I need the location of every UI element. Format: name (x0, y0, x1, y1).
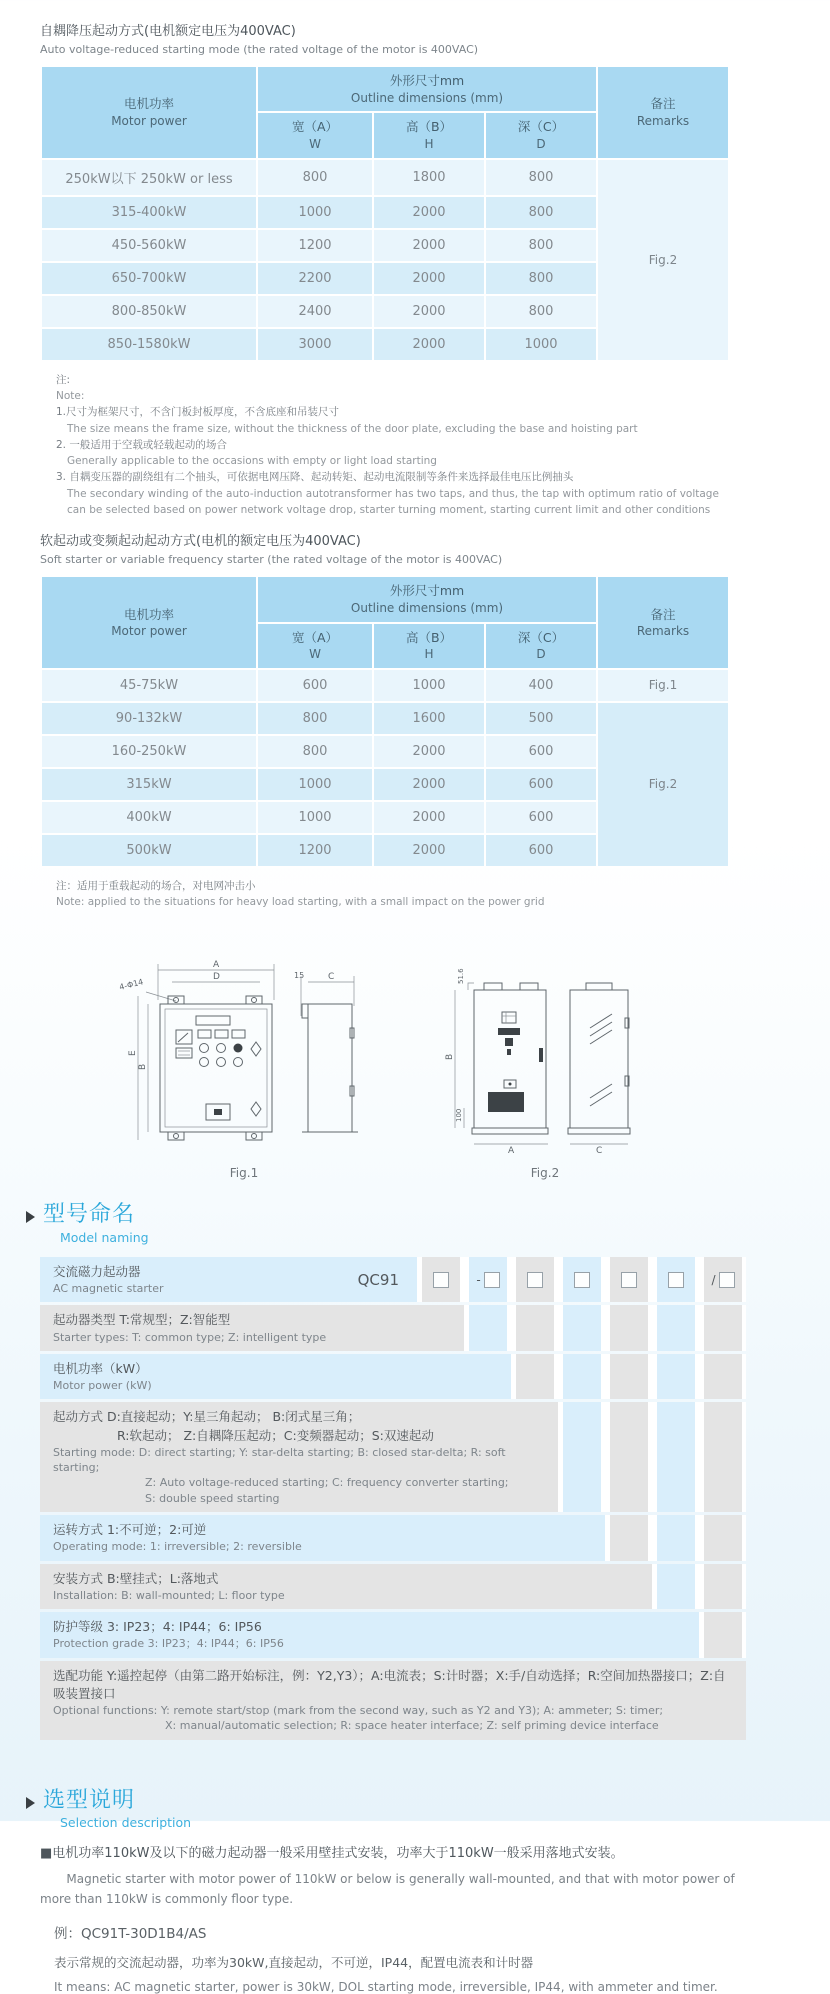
fig1-dim-c: C (328, 972, 335, 983)
soft-table-title-zh: 软起动或变频起动起动方式(电机的额定电压为400VAC) (40, 534, 361, 550)
cell-depth: 600 (485, 735, 597, 768)
figures-row (118, 956, 746, 1180)
code-box (433, 1272, 449, 1288)
figure-1 (118, 956, 370, 1180)
model-naming-row (40, 1354, 746, 1400)
code-box-cell (511, 1257, 558, 1303)
auto-table-title-en: Auto voltage-reduced starting mode (the rated voltage of the motor is 400VAC) (40, 42, 479, 56)
cell-remark: Fig.2 (597, 702, 729, 867)
page (40, 24, 746, 1994)
code-box (621, 1272, 637, 1288)
model-naming-row (40, 1612, 746, 1658)
model-naming-title-zh: 型号命名 (43, 1202, 136, 1228)
cell-depth: 800 (485, 196, 597, 229)
cell-width: 1000 (257, 768, 373, 801)
naming-label: 起动器类型 T:常规型；Z:智能型 Starter types: T: common type; Z: intelligent type (40, 1305, 464, 1351)
fig1-dim-a: A (213, 960, 220, 971)
cell-height: 2000 (373, 801, 485, 834)
cell-depth: 600 (485, 834, 597, 867)
cell-height: 1600 (373, 702, 485, 735)
table-row (41, 159, 729, 196)
table-row (41, 669, 729, 702)
fig1-dim-b: B (138, 1064, 148, 1071)
cell-motor-power: 315-400kW (41, 196, 257, 229)
code-box (668, 1272, 684, 1288)
selection-title-en: Selection description (60, 1815, 192, 1831)
model-naming-row (40, 1564, 746, 1610)
cell-motor-power: 90-132kW (41, 702, 257, 735)
selection-example-desc-en: It means: AC magnetic starter, power is 30kW, DOL starting mode, irreversible, IP44, with ammeter and timer. (54, 1979, 718, 1994)
cell-height: 1000 (373, 669, 485, 702)
naming-label: 选配功能 Y:遥控起停（由第二路开始标注，例：Y2,Y3）；A:电流表；S:计时器；X:手/自动选择；R:空间加热器接口；Z:自吸装置接口 Optional functions: Y: remote start/stop (mark from the second way, such as Y2 and Y3); A: ammeter; S: timer; X: manual/automatic selection; R: space heater interface; Z: self priming device interface (40, 1661, 746, 1740)
model-naming-heading (26, 1202, 746, 1244)
cell-remark: Fig.2 (597, 159, 729, 361)
cell-remark: Fig.1 (597, 669, 729, 702)
fig2-dim-c: C (596, 1146, 603, 1157)
header-outline: 外形尺寸mm Outline dimensions (mm) (257, 66, 597, 112)
code-box (527, 1272, 543, 1288)
note-line: The size means the frame size, without the thickness of the door plate, excluding the base and hoisting part (67, 422, 638, 435)
auto-start-section (40, 24, 746, 518)
model-naming-row (40, 1661, 746, 1740)
cell-motor-power: 850-1580kW (41, 328, 257, 361)
model-naming-row (40, 1515, 746, 1561)
section-bullet-icon (26, 1211, 35, 1223)
model-naming-table (40, 1257, 746, 1740)
fig2-dim-top: 51.6 (457, 968, 465, 985)
code-box (484, 1272, 500, 1288)
header-height: 高（B） H (373, 623, 485, 669)
cell-height: 2000 (373, 768, 485, 801)
auto-dimensions-table (40, 65, 730, 362)
model-prefix: QC91 (357, 1270, 399, 1289)
cell-height: 2000 (373, 229, 485, 262)
cell-width: 2400 (257, 295, 373, 328)
selection-heading (26, 1788, 746, 1830)
header-outline: 外形尺寸mm Outline dimensions (mm) (257, 576, 597, 622)
cell-width: 1000 (257, 801, 373, 834)
fig1-dim-15: 15 (294, 971, 305, 981)
cell-width: 800 (257, 735, 373, 768)
cell-width: 1200 (257, 834, 373, 867)
note-line: The secondary winding of the auto-induction autotransformer has two taps, and thus, the tap with optimum ratio of voltage can be selected based on power network voltage drop, starter turning moment, starting current limit and other conditions (67, 487, 719, 516)
fig2-dim-b: B (445, 1054, 455, 1061)
model-naming-row (40, 1257, 746, 1303)
header-width: 宽（A） W (257, 623, 373, 669)
code-box-cell: - (464, 1257, 511, 1303)
note-line: 3. 自耦变压器的副绕组有二个抽头，可依据电网压降、起动转矩、起动电流限制等条件来选择最佳电压比例抽头 (56, 471, 574, 484)
cell-motor-power: 160-250kW (41, 735, 257, 768)
header-depth: 深（C） D (485, 112, 597, 158)
fig1-holes-label: 4-Φ14 (118, 977, 145, 993)
naming-label: 防护等级 3: IP23；4: IP44；6: IP56 Protection grade 3: IP23；4: IP44；6: IP56 (40, 1612, 699, 1658)
selection-paragraph-zh: ■电机功率110kW及以下的磁力起动器一般采用壁挂式安装，功率大于110kW一般采用落地式安装。 (40, 1846, 624, 1862)
note-line: 2. 一般适用于空载或轻载起动的场合 (56, 438, 227, 451)
cell-width: 800 (257, 702, 373, 735)
cell-depth: 500 (485, 702, 597, 735)
auto-table-title-zh: 自耦降压起动方式(电机额定电压为400VAC) (40, 24, 296, 39)
cell-width: 800 (257, 159, 373, 196)
model-naming-row (40, 1305, 746, 1351)
cell-height: 2000 (373, 262, 485, 295)
note-line: 注：适用于重载起动的场合，对电网冲击小 (56, 879, 256, 892)
cell-height: 2000 (373, 735, 485, 768)
naming-label: 运转方式 1:不可逆；2:可逆 Operating mode: 1: irreversible; 2: reversible (40, 1515, 605, 1561)
fig2-drawing (440, 956, 650, 1156)
cell-depth: 800 (485, 159, 597, 196)
code-box-cell (558, 1257, 605, 1303)
header-height: 高（B） H (373, 112, 485, 158)
fig1-dim-e: E (128, 1050, 138, 1057)
auto-table-notes (56, 372, 746, 518)
code-box (719, 1272, 735, 1288)
cell-motor-power: 800-850kW (41, 295, 257, 328)
section-bullet-icon (26, 1797, 35, 1809)
header-motor-power: 电机功率 Motor power (41, 576, 257, 669)
cell-width: 3000 (257, 328, 373, 361)
note-line: Note: (56, 390, 85, 403)
soft-table-title-en: Soft starter or variable frequency starter (the rated voltage of the motor is 400VAC) (40, 553, 503, 567)
cell-motor-power: 45-75kW (41, 669, 257, 702)
cell-height: 1800 (373, 159, 485, 196)
fig1-drawing (118, 956, 370, 1156)
cell-depth: 400 (485, 669, 597, 702)
note-line: Generally applicable to the occasions with empty or light load starting (67, 455, 437, 468)
header-depth: 深（C） D (485, 623, 597, 669)
soft-table-notes (56, 878, 746, 911)
cell-depth: 600 (485, 768, 597, 801)
cell-motor-power: 450-560kW (41, 229, 257, 262)
code-box-cell (417, 1257, 464, 1303)
code-box-cell (605, 1257, 652, 1303)
selection-paragraph-en: Magnetic starter with motor power of 110kW or below is generally wall-mounted, and that with motor power of more than 110kW is commonly floor type. (40, 1872, 735, 1907)
naming-label: 交流磁力起动器 AC magnetic starter QC91 (40, 1257, 417, 1303)
header-width: 宽（A） W (257, 112, 373, 158)
cell-width: 600 (257, 669, 373, 702)
cell-height: 2000 (373, 834, 485, 867)
naming-label: 安装方式 B:壁挂式；L:落地式 Installation: B: wall-mounted; L: floor type (40, 1564, 652, 1610)
fig2-dim-a: A (508, 1146, 515, 1157)
cell-motor-power: 250kW以下 250kW or less (41, 159, 257, 196)
cell-motor-power: 400kW (41, 801, 257, 834)
cell-height: 2000 (373, 328, 485, 361)
fig2-dim-100: 100 (455, 1109, 463, 1123)
fig1-dim-d: D (213, 972, 220, 983)
cell-width: 2200 (257, 262, 373, 295)
cell-depth: 800 (485, 262, 597, 295)
cell-motor-power: 315kW (41, 768, 257, 801)
cell-depth: 800 (485, 229, 597, 262)
fig2-caption: Fig.2 (530, 1166, 560, 1181)
note-line: 1.尺寸为框架尺寸，不含门板封板厚度，不含底座和吊装尺寸 (56, 406, 340, 419)
table-row (41, 702, 729, 735)
selection-title-zh: 选型说明 (43, 1787, 136, 1813)
naming-label: 电机功率（kW） Motor power (kW) (40, 1354, 511, 1400)
cell-height: 2000 (373, 196, 485, 229)
model-naming-row (40, 1402, 746, 1512)
header-remarks: 备注 Remarks (597, 66, 729, 159)
fig1-caption: Fig.1 (229, 1166, 259, 1181)
soft-dimensions-table (40, 575, 730, 868)
code-box-cell (652, 1257, 699, 1303)
cell-width: 1200 (257, 229, 373, 262)
cell-depth: 1000 (485, 328, 597, 361)
cell-depth: 600 (485, 801, 597, 834)
cell-height: 2000 (373, 295, 485, 328)
cell-depth: 800 (485, 295, 597, 328)
note-line: Note: applied to the situations for heavy load starting, with a small impact on the power grid (56, 896, 545, 909)
selection-example-desc-zh: 表示常规的交流起动器，功率为30kW,直接起动，不可逆，IP44，配置电流表和计时器 (54, 1954, 534, 1970)
cell-width: 1000 (257, 196, 373, 229)
cell-motor-power: 650-700kW (41, 262, 257, 295)
selection-example: 例：QC91T-30D1B4/AS (54, 1925, 207, 1942)
selection-body (40, 1844, 746, 1994)
note-line: 注: (56, 373, 71, 386)
code-box-cell: / (699, 1257, 746, 1303)
model-naming-title-en: Model naming (60, 1229, 149, 1245)
soft-start-section (40, 534, 746, 910)
naming-label: 起动方式 D:直接起动；Y:星三角起动； B:闭式星三角； R:软起动； Z:自耦降压起动；C:变频器起动；S:双速起动 Starting mode: D: direct starting; Y: star-delta starting; B: closed star-delta; R: soft starting; Z: Auto voltage-reduced starting; C: frequency converter starting; S: double speed starting (40, 1402, 558, 1512)
header-remarks: 备注 Remarks (597, 576, 729, 669)
figure-2 (440, 956, 650, 1180)
code-box (574, 1272, 590, 1288)
header-motor-power: 电机功率 Motor power (41, 66, 257, 159)
cell-motor-power: 500kW (41, 834, 257, 867)
